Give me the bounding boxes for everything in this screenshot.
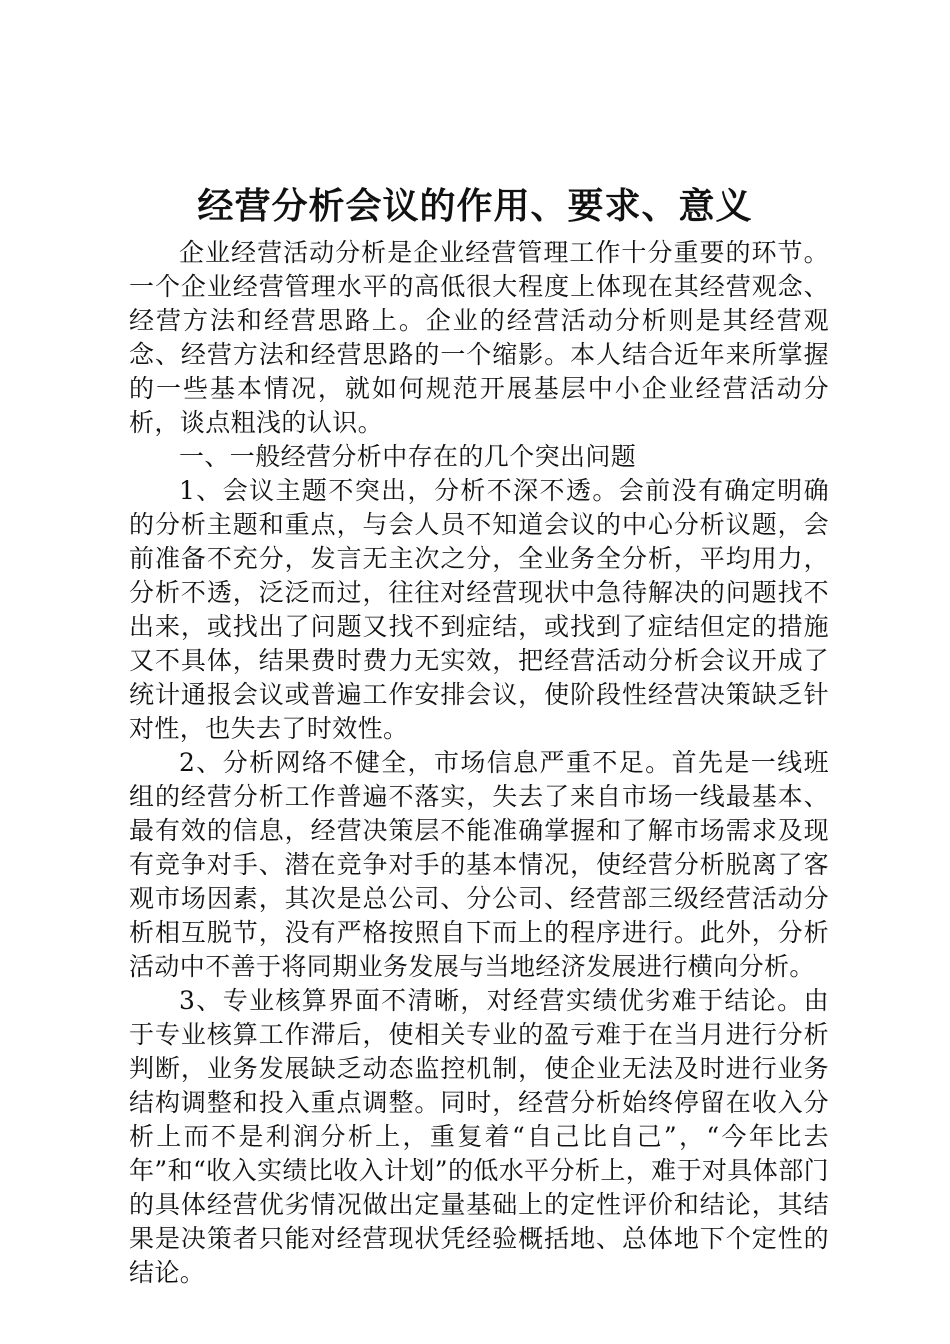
paragraph-issue-2: 2、分析网络不健全，市场信息严重不足。首先是一线班组的经营分析工作普遍不落实，失去了来自市场一线最基本、最有效的信息，经营决策层不能准确掌握和了解市场需求及现有竞争对手、潜在竞争对手的基本情况，使经营分析脱离了客观市场因素，其次是总公司、分公司、经营部三级经营活动分析相互脱节，没有严格按照自下而上的程序进行。此外，分析活动中不善于将同期业务发展与当地经济发展进行横向分析。 [129,748,829,981]
paragraph-issue-1: 1、会议主题不突出，分析不深不透。会前没有确定明确的分析主题和重点，与会人员不知道会议的中心分析议题，会前准备不充分，发言无主次之分，全业务全分析，平均用力，分析不透，泛泛而过，往往对经营现状中急待解决的问题找不出来，或找出了问题又找不到症结，或找到了症结但定的措施又不具体，结果费时费力无实效，把经营活动分析会议开成了统计通报会议或普遍工作安排会议，使阶段性经营决策缺乏针对性，也失去了时效性。 [129,476,829,743]
paragraph-issue-3: 3、专业核算界面不清晰，对经营实绩优劣难于结论。由于专业核算工作滞后，使相关专业的盈亏难于在当月进行分析判断，业务发展缺乏动态监控机制，使企业无法及时进行业务结构调整和投入重点调整。同时，经营分析始终停留在收入分析上而不是利润分析上，重复着“自己比自己”，“今年比去年”和“收入实绩比收入计划”的低水平分析上，难于对具体部门的具体经营优劣情况做出定量基础上的定性评价和结论，其结果是决策者只能对经营现状凭经验概括地、总体地下个定性的结论。 [129,986,829,1287]
document-body [129,236,829,1290]
section-heading: 一、一般经营分析中存在的几个突出问题 [179,442,637,471]
paragraph-intro: 企业经营活动分析是企业经营管理工作十分重要的环节。一个企业经营管理水平的高低很大程度上体现在其经营观念、经营方法和经营思路上。企业的经营活动分析则是其经营观念、经营方法和经营思路的一个缩影。本人结合近年来所掌握的一些基本情况，就如何规范开展基层中小企业经营活动分析，谈点粗浅的认识。 [129,238,829,437]
document-title: 经营分析会议的作用、要求、意义 [197,186,753,227]
